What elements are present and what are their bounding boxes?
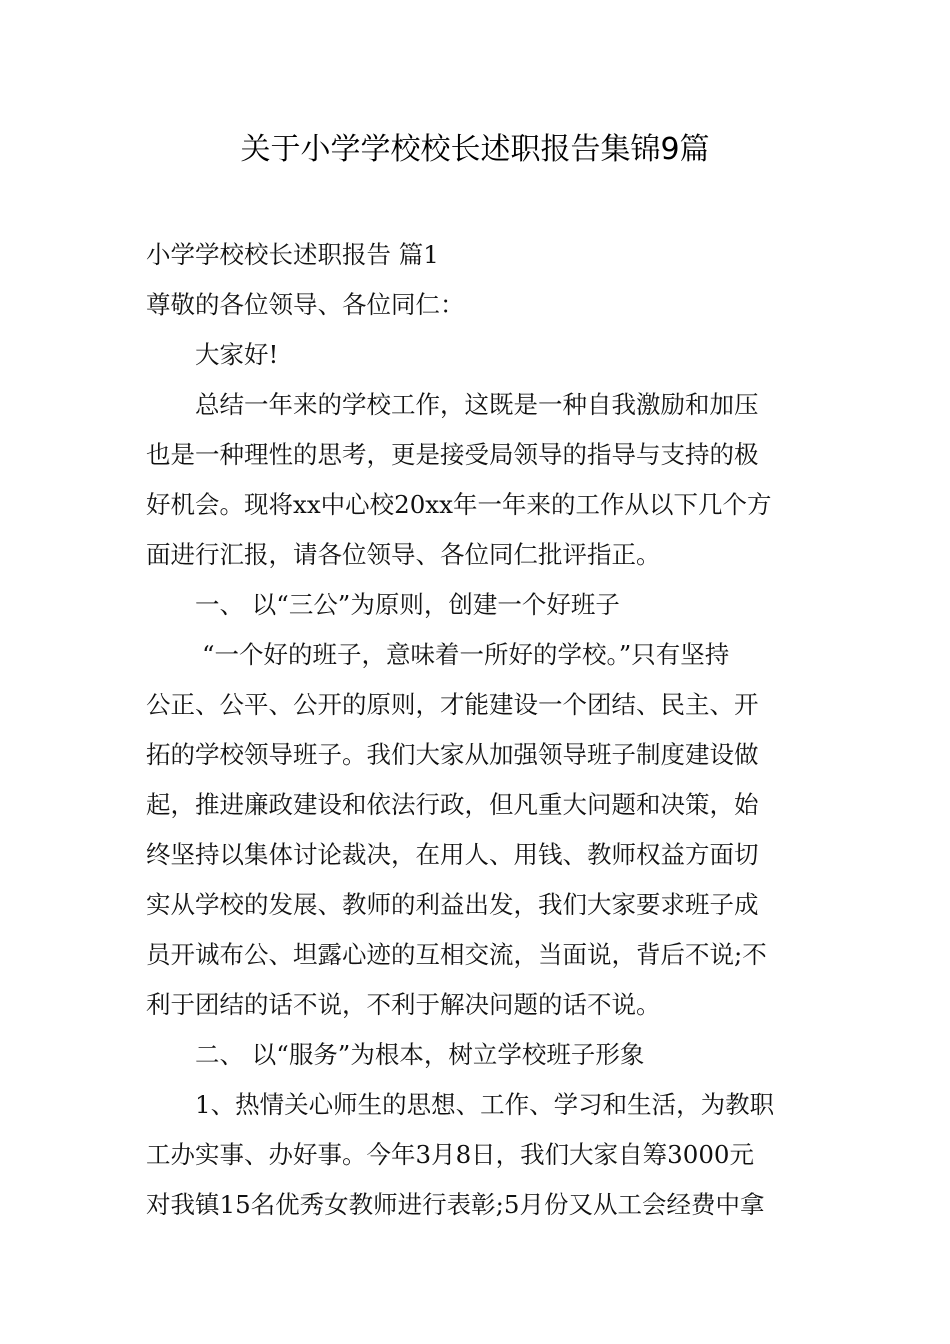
paragraph-line: 也是一种理性的思考，更是接受局领导的指导与支持的极 xyxy=(146,440,759,469)
salutation: 尊敬的各位领导、各位同仁： xyxy=(146,290,465,319)
document-title: 关于小学学校校长述职报告集锦9篇 xyxy=(240,132,710,167)
paragraph-line: 起，推进廉政建设和依法行政，但凡重大问题和决策，始 xyxy=(146,790,759,819)
paragraph-line: 工办实事、办好事。今年3月8日，我们大家自筹3000元 xyxy=(146,1140,755,1169)
subheading: 二、 以“服务”为根本，树立学校班子形象 xyxy=(195,1040,645,1069)
paragraph-line: 总结一年来的学校工作，这既是一种自我激励和加压 xyxy=(195,390,759,419)
subheading: 一、 以“三公”为原则，创建一个好班子 xyxy=(195,590,620,619)
paragraph-line: 实从学校的发展、教师的利益出发，我们大家要求班子成 xyxy=(146,890,759,919)
greeting: 大家好! xyxy=(195,340,279,369)
paragraph-line: 员开诚布公、坦露心迹的互相交流，当面说，背后不说;不 xyxy=(146,940,767,969)
paragraph-line: 公正、公平、公开的原则，才能建设一个团结、民主、开 xyxy=(146,690,759,719)
paragraph-line: 利于团结的话不说，不利于解决问题的话不说。 xyxy=(146,990,661,1019)
paragraph-line: 1、热情关心师生的思想、工作、学习和生活，为教职 xyxy=(195,1090,775,1119)
paragraph-line: “一个好的班子，意味着一所好的学校。”只有坚持 xyxy=(202,640,730,669)
paragraph-line: 拓的学校领导班子。我们大家从加强领导班子制度建设做 xyxy=(146,740,759,769)
section-heading: 小学学校校长述职报告 篇1 xyxy=(146,240,439,269)
paragraph-line: 对我镇15名优秀女教师进行表彰;5月份又从工会经费中拿 xyxy=(146,1190,765,1219)
document-body xyxy=(146,230,808,1230)
paragraph-line: 面进行汇报，请各位领导、各位同仁批评指正。 xyxy=(146,540,661,569)
paragraph-line: 好机会。现将xx中心校20xx年一年来的工作从以下几个方 xyxy=(146,490,772,519)
paragraph-line: 终坚持以集体讨论裁决，在用人、用钱、教师权益方面切 xyxy=(146,840,759,869)
